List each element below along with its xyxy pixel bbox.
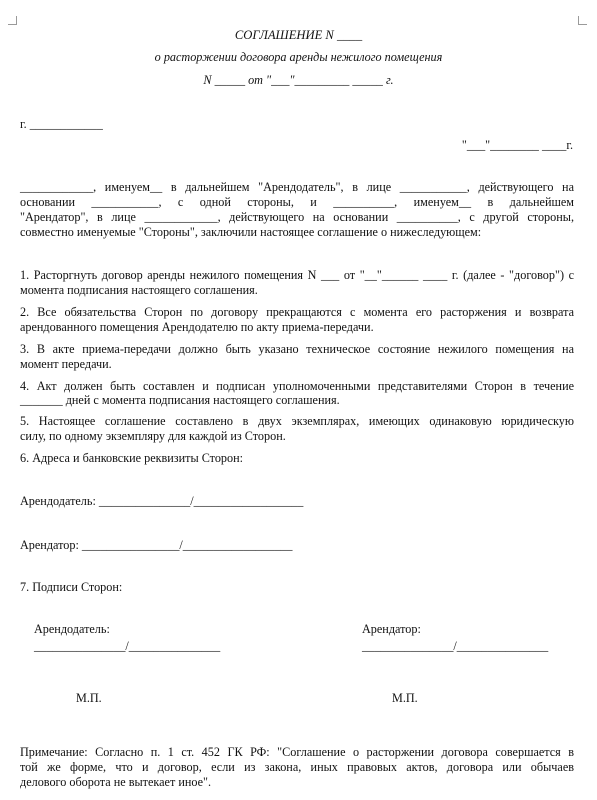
preamble-line: совместно именуемые "Стороны", заключили настоящее соглашение о нижеследующем: xyxy=(20,225,482,239)
date-line: "___"________ ____г. xyxy=(461,138,573,152)
clause-1-line: 1. Расторгнуть договор аренды нежилого помещения N ___ от "__"______ ____ г. (далее - "договор") с xyxy=(20,268,574,282)
clause-6-heading: 6. Адреса и банковские реквизиты Сторон: xyxy=(20,451,244,465)
clause-1-line: момента подписания настоящего соглашения. xyxy=(20,283,258,297)
clause-2-line: арендованного помещения Арендодателю по акту приема-передачи. xyxy=(20,320,374,334)
stamp-place-right: М.П. xyxy=(392,691,418,705)
note-line: делового оборота не вытекает иное". xyxy=(20,775,212,789)
landlord-details-line: Арендодатель: _______________/__________________ xyxy=(20,494,304,508)
page-corner-mark-right xyxy=(578,16,587,25)
tenant-signature-line: _______________/_______________ xyxy=(362,639,549,653)
preamble-line: "Арендатор", в лице ____________, действующего на основании __________, с другой стороны, xyxy=(20,210,574,224)
page-corner-mark-left xyxy=(8,16,17,25)
preamble-line: ____________, именуем__ в дальнейшем "Арендодатель", в лице ___________, действующего на xyxy=(20,180,574,194)
clause-4-line: 4. Акт должен быть составлен и подписан уполномоченными представителями Сторон в течение xyxy=(20,379,574,393)
clause-4-line: _______ дней с момента подписания настоящего соглашения. xyxy=(20,393,340,407)
agreement-number-line: N _____ от "___"_________ _____ г. xyxy=(203,73,394,87)
document-subtitle: о расторжении договора аренды нежилого помещения xyxy=(154,50,443,64)
landlord-signature-line: _______________/_______________ xyxy=(34,639,221,653)
document-title: СОГЛАШЕНИЕ N ____ xyxy=(234,28,363,42)
city-line: г. ____________ xyxy=(20,117,103,131)
clause-2-line: 2. Все обязательства Сторон по договору прекращаются с момента его расторжения и возврата xyxy=(20,305,574,319)
clause-3-line: момент передачи. xyxy=(20,357,112,371)
landlord-signature-label: Арендодатель: xyxy=(34,622,110,636)
note-line: Примечание: Согласно п. 1 ст. 452 ГК РФ: "Соглашение о расторжении договора совершается в xyxy=(20,745,574,759)
clause-7-heading: 7. Подписи Сторон: xyxy=(20,580,123,594)
clause-3-line: 3. В акте приема-передачи должно быть указано техническое состояние нежилого помещения на xyxy=(20,342,574,356)
note-line: той же форме, что и договор, если из закона, иных правовых актов, договора или обычаев xyxy=(20,760,574,774)
clause-5-line: силу, по одному экземпляру для каждой из Сторон. xyxy=(20,429,286,443)
tenant-details-line: Арендатор: ________________/__________________ xyxy=(20,538,293,552)
stamp-place-left: М.П. xyxy=(76,691,102,705)
preamble-line: основании ___________, с одной стороны, и __________, именуем__ в дальнейшем xyxy=(20,195,574,209)
tenant-signature-label: Арендатор: xyxy=(362,622,421,636)
clause-5-line: 5. Настоящее соглашение составлено в двух экземплярах, имеющих одинаковую юридическую xyxy=(20,414,574,428)
